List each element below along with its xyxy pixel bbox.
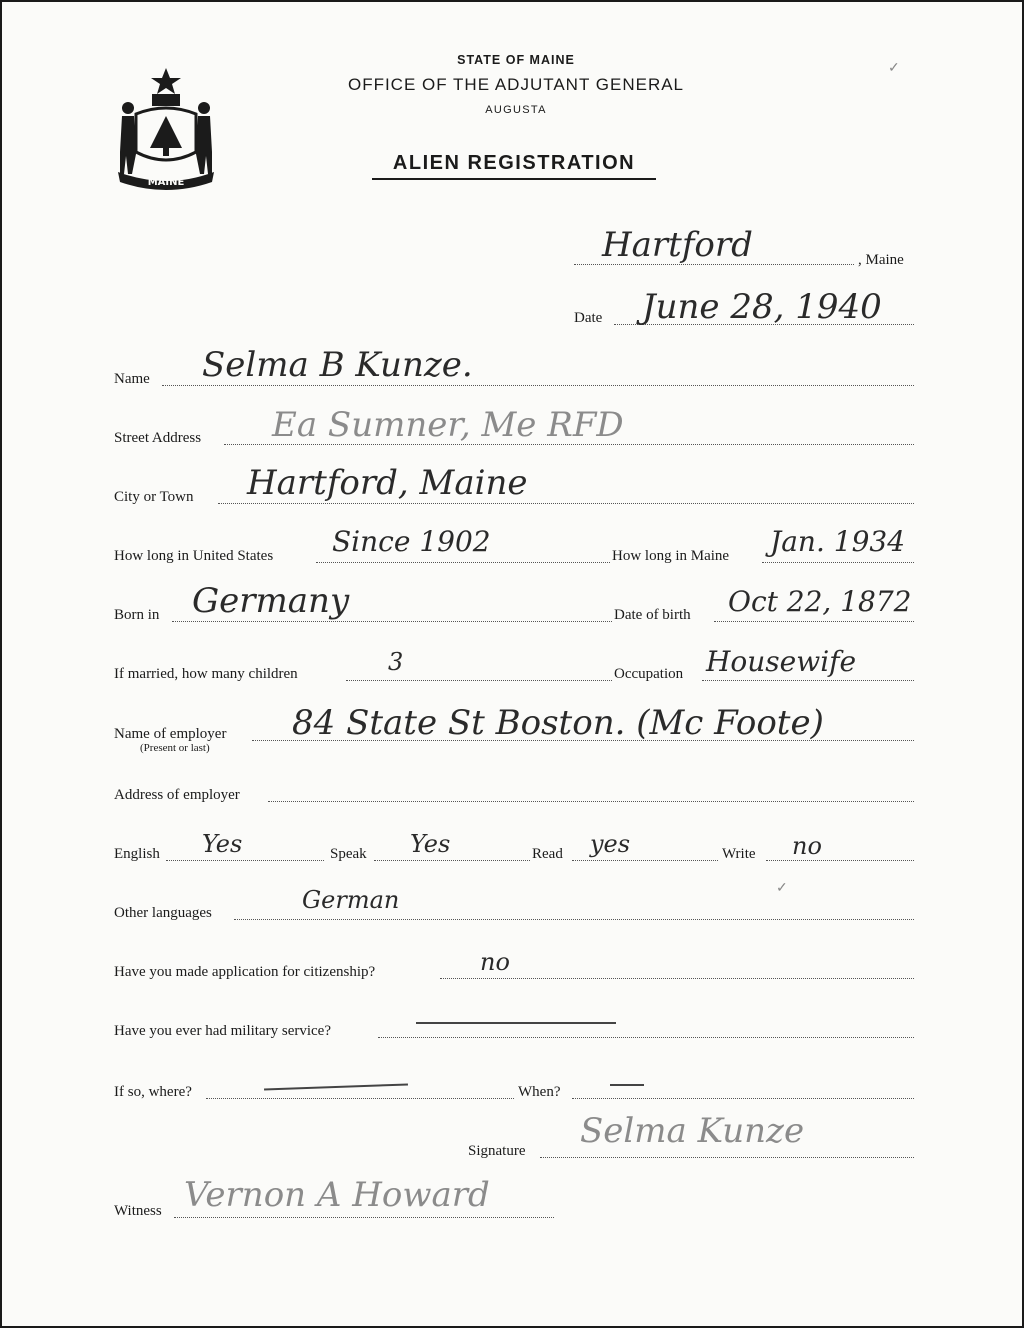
witness-line	[174, 1217, 554, 1218]
how-long-us-line	[316, 562, 610, 563]
read-line	[572, 860, 718, 861]
other-languages-line	[234, 919, 914, 920]
citizenship-label: Have you made application for citizenship?	[114, 964, 376, 980]
signature-value: Selma Kunze	[580, 1111, 805, 1151]
name-value: Selma B Kunze.	[202, 345, 473, 385]
where-dash-mark	[264, 1083, 408, 1090]
name-line	[162, 385, 914, 386]
how-long-maine-value: Jan. 1934	[770, 525, 906, 558]
check-mark-icon: ✓	[888, 61, 900, 76]
where-line	[206, 1098, 514, 1099]
english-value: Yes	[202, 830, 243, 858]
write-label: Write	[722, 846, 756, 862]
english-label: English	[114, 846, 160, 862]
other-languages-value: German	[302, 886, 400, 914]
street-address-label: Street Address	[114, 430, 202, 446]
write-line	[766, 860, 914, 861]
children-label: If married, how many children	[114, 666, 298, 682]
when-label: When?	[518, 1084, 561, 1100]
children-line	[346, 680, 612, 681]
when-line	[572, 1098, 914, 1099]
born-in-value: Germany	[192, 581, 350, 621]
place-suffix: , Maine	[858, 252, 904, 268]
children-value: 3	[388, 648, 404, 676]
military-line	[378, 1037, 914, 1038]
street-address-value: Ea Sumner, Me RFD	[272, 405, 624, 445]
born-in-label: Born in	[114, 607, 160, 623]
citizenship-line	[440, 978, 914, 979]
how-long-us-label: How long in United States	[114, 548, 274, 564]
date-of-birth-line	[714, 621, 914, 622]
employer-label: Name of employer	[114, 726, 227, 742]
date-label: Date	[574, 310, 603, 326]
signature-label: Signature	[468, 1143, 526, 1159]
how-long-maine-line	[762, 562, 914, 563]
born-in-line	[172, 621, 612, 622]
speak-label: Speak	[330, 846, 367, 862]
form-title: ALIEN REGISTRATION	[372, 152, 656, 180]
when-dash-mark	[610, 1084, 644, 1086]
registration-form-page	[2, 2, 1022, 1326]
signature-line	[540, 1157, 914, 1158]
witness-value: Vernon A Howard	[184, 1175, 490, 1215]
seal-banner-text: MAINE	[147, 177, 185, 188]
employer-address-line	[268, 801, 914, 802]
occupation-value: Housewife	[706, 645, 857, 678]
read-label: Read	[532, 846, 563, 862]
employer-value: 84 State St Boston. (Mc Foote)	[292, 703, 824, 743]
place-value: Hartford	[602, 225, 753, 265]
occupation-label: Occupation	[614, 666, 684, 682]
name-label: Name	[114, 371, 150, 387]
employer-sublabel: (Present or last)	[140, 742, 210, 754]
date-of-birth-label: Date of birth	[614, 607, 691, 623]
read-value: yes	[590, 830, 631, 858]
how-long-maine-label: How long in Maine	[612, 548, 730, 564]
office-heading: OFFICE OF THE ADJUTANT GENERAL	[347, 75, 685, 94]
speak-line	[374, 860, 530, 861]
speak-value: Yes	[410, 830, 451, 858]
write-value: no	[792, 832, 822, 860]
witness-label: Witness	[114, 1203, 162, 1219]
check-mark-icon: ✓	[776, 881, 788, 896]
occupation-line	[702, 680, 914, 681]
military-label: Have you ever had military service?	[114, 1023, 331, 1039]
other-languages-label: Other languages	[114, 905, 212, 921]
city-value: Hartford, Maine	[247, 463, 528, 503]
state-heading: STATE OF MAINE	[457, 53, 575, 67]
citizenship-value: no	[480, 948, 510, 976]
military-dash-mark	[416, 1022, 616, 1024]
city-line	[218, 503, 914, 504]
how-long-us-value: Since 1902	[332, 525, 491, 558]
date-value: June 28, 1940	[642, 287, 882, 327]
city-heading: AUGUSTA	[485, 104, 547, 116]
city-label: City or Town	[114, 489, 194, 505]
english-line	[166, 860, 324, 861]
employer-address-label: Address of employer	[114, 787, 240, 803]
where-label: If so, where?	[114, 1084, 192, 1100]
date-of-birth-value: Oct 22, 1872	[728, 585, 912, 618]
